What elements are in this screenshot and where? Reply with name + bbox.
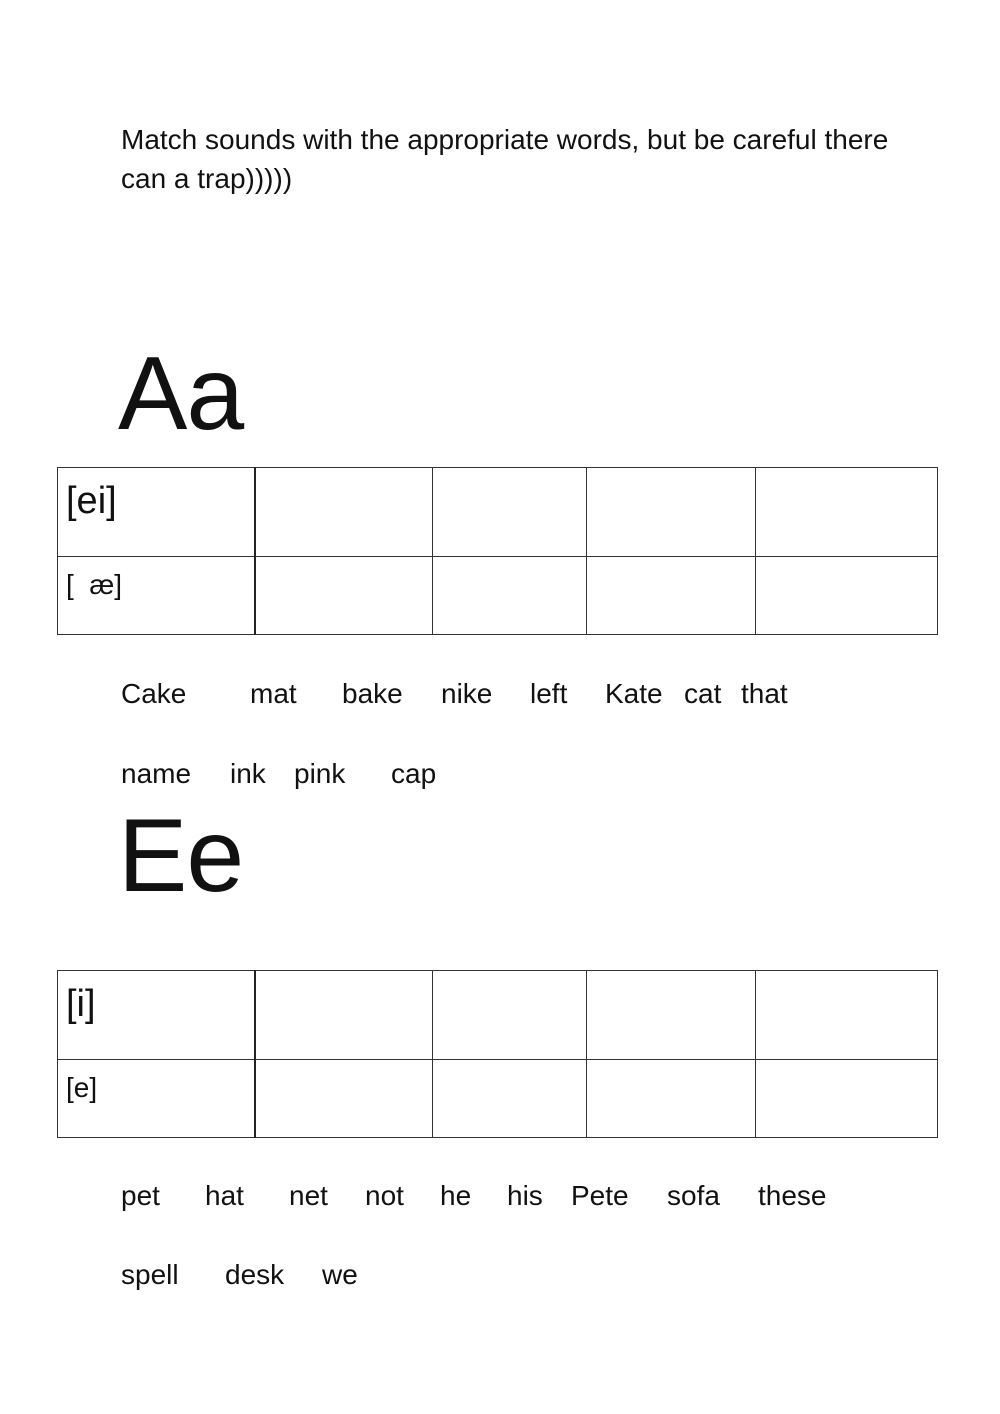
answer-cell[interactable] [756,468,938,557]
draggable-word[interactable]: cap [391,758,437,789]
draggable-word[interactable]: net [289,1180,328,1211]
table-row [58,468,938,557]
draggable-word[interactable]: hat [205,1180,244,1211]
answer-cell[interactable] [587,557,756,635]
sound-cell [58,1060,255,1138]
table-row [58,1060,938,1138]
table-row [58,971,938,1060]
draggable-word[interactable]: we [322,1259,358,1290]
sound-label: [ei] [66,480,117,522]
sound-table-e [57,970,938,1138]
draggable-word[interactable]: sofa [667,1180,720,1211]
draggable-word[interactable]: desk [225,1259,285,1290]
draggable-word[interactable]: ink [230,758,266,789]
draggable-word[interactable]: pet [121,1180,160,1211]
sound-cell [58,557,255,635]
answer-cell[interactable] [756,971,938,1060]
sound-table-a [57,467,938,635]
draggable-word[interactable]: these [758,1180,827,1211]
answer-cell[interactable] [255,1060,433,1138]
draggable-word[interactable]: spell [121,1259,179,1290]
draggable-word[interactable]: left [530,678,568,709]
answer-cell[interactable] [255,557,433,635]
draggable-word[interactable]: name [121,758,192,789]
draggable-word[interactable]: nike [441,678,493,709]
draggable-word[interactable]: that [741,678,788,709]
answer-cell[interactable] [433,1060,587,1138]
draggable-word[interactable]: bake [342,678,403,709]
draggable-word[interactable]: cat [684,678,722,709]
draggable-word[interactable]: Cake [121,678,187,709]
answer-cell[interactable] [756,1060,938,1138]
answer-cell[interactable] [433,557,587,635]
table-row [58,557,938,635]
answer-cell[interactable] [255,971,433,1060]
sound-cell [58,971,255,1060]
draggable-word[interactable]: his [507,1180,543,1211]
draggable-word[interactable]: Kate [605,678,663,709]
draggable-word[interactable]: pink [294,758,346,789]
answer-cell[interactable] [433,971,587,1060]
answer-cell[interactable] [587,468,756,557]
answer-cell[interactable] [587,971,756,1060]
answer-cell[interactable] [587,1060,756,1138]
letter-heading-a: Aa [118,336,244,452]
draggable-word[interactable]: Pete [571,1180,629,1211]
draggable-word[interactable]: he [440,1180,472,1211]
draggable-word[interactable]: not [365,1180,404,1211]
sound-label: [i] [66,983,96,1025]
sound-cell [58,468,255,557]
answer-cell[interactable] [255,468,433,557]
answer-cell[interactable] [433,468,587,557]
letter-heading-e: Ee [118,798,244,914]
draggable-word[interactable]: mat [250,678,297,709]
sound-label: [e] [66,1072,98,1103]
instructions-text: Match sounds with the appropriate words, but be careful there can a trap))))) [121,124,889,194]
sound-label: [ æ] [66,569,123,600]
answer-cell[interactable] [756,557,938,635]
